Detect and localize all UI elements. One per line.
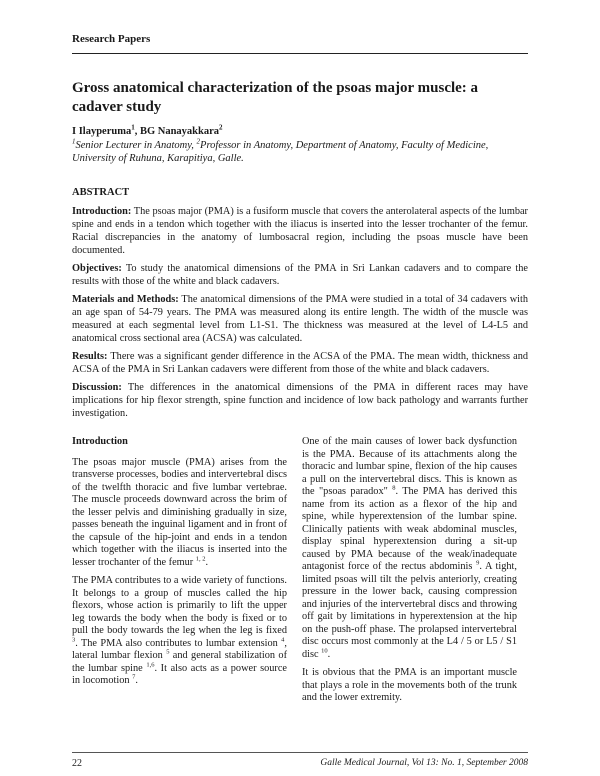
abstract-heading: ABSTRACT bbox=[72, 187, 130, 198]
left-column bbox=[72, 436, 287, 694]
abstract-body bbox=[72, 205, 528, 425]
author-separator: , bbox=[134, 126, 140, 137]
affil-mark: 2 bbox=[196, 137, 201, 146]
abstract-introduction: Introduction: The psoas major (PMA) is a fusiform muscle that covers the anterolateral aspects of the lumbar spine and ends in a tendon which together with the iliacus is inserted into the lesser trochanter of the femur. Racial discrepancies in the anatomy of lumbosacral region, including the psoas muscle have been documented. bbox=[72, 206, 528, 256]
abstract-discussion: Discussion: The differences in the anatomical dimensions of the PMA in different races may have implications for hip flexor strength, spine function and incidence of low back pathology and warrants further investigation. bbox=[72, 382, 528, 419]
abstract-results: Results: There was a significant gender difference in the ACSA of the PMA. The mean width, thickness and ACSA of the PMA in Sri Lankan cadavers were different from those of the white and black cadavers. bbox=[72, 351, 528, 375]
body-paragraph: The psoas major muscle (PMA) arises from the transverse processes, bodies and intervertebral discs of the twelfth thoracic and five lumbar vertebrae. The muscle proceeds downward across the brim of the lesser pelvis and diminishing gradually in size, passes beneath the inguinal ligament and in front of the capsule of the hip-joint and ends in a tendon which together with the iliacus is inserted into the lesser trochanter of the femur $^{1, 2}$. bbox=[72, 456, 287, 568]
journal-citation: Galle Medical Journal, Vol 13: No. 1, September 2008 bbox=[320, 758, 528, 768]
body-paragraph: It is obvious that the PMA is an important muscle that plays a role in the movements both of the trunk and the lower extremity. bbox=[302, 667, 517, 703]
right-column bbox=[302, 436, 517, 711]
footer-rule bbox=[72, 752, 528, 753]
affiliations bbox=[72, 139, 532, 165]
body-paragraph: One of the main causes of lower back dysfunction is the PMA. Because of its attachments along the thoracic and lumbar spine, flexion of the hip causes a pull on the intervertebral discs. This is known as the "psoas paradox" $^8$. The PMA has derived this name from its action as a flexor of the hip and spine, while hyperextension of the lumbar spine. Clinically patients with weak abdominal muscles, display spinal hyperextension during a sit-up caused by PMA because of the weak/inadequate antagonist force of the rectus abdominis $^9$. A tight, limited psoas will tilt the pelvis anteriorly, creating pressure in the lower back, causing compression and injuries of the intervertebral discs and throwing off gait by limitations in hyperextension at the hip on the push-off phase. The prolapsed intervertebral disc occurs most commonly at the L4 / 5 or L5 / S1 disc $^{10}$. bbox=[302, 436, 517, 660]
author-name: I Ilayperuma bbox=[72, 126, 132, 137]
section-label: Research Papers bbox=[72, 33, 151, 45]
abstract-objectives: Objectives: To study the anatomical dimensions of the PMA in Sri Lankan cadavers and to compare the results with those of the white and black cadavers. bbox=[72, 263, 528, 287]
author-name: BG Nanayakkara bbox=[139, 126, 220, 137]
paper-title: Gross anatomical characterization of the psoas major muscle: a cadaver study bbox=[72, 80, 479, 115]
author-affil-mark: 2 bbox=[219, 123, 223, 132]
introduction-heading: Introduction bbox=[72, 436, 128, 447]
author-list bbox=[72, 123, 223, 137]
body-paragraph: The PMA contributes to a wide variety of functions. It belongs to a group of muscles called the hip flexors, whose action is primarily to lift the upper leg towards the body when the body is fixed or to pull the body towards the leg when the leg is fixed $^3$. The PMA also contributes to lumbar extension $^4$, lateral lumbar flexion $^5$ and general stabilization of the lumbar spine $^{1,6}$. It also acts as a power source in locomotion $^7$. bbox=[72, 575, 288, 686]
affil-text: Professor in Anatomy, Department of Anatomy, Faculty of Medicine, University of Ruhuna, Karapitiya, Galle. bbox=[72, 140, 489, 164]
affil-text: Senior Lecturer in Anatomy, bbox=[75, 140, 197, 151]
affil-mark: 1 bbox=[72, 137, 76, 146]
page-number: 22 bbox=[72, 758, 82, 769]
author-affil-mark: 1 bbox=[131, 123, 135, 132]
header-rule bbox=[72, 53, 528, 54]
abstract-methods: Materials and Methods: The anatomical dimensions of the PMA were studied in a total of 34 cadavers with an age span of 54-79 years. The PMA was measured along its entire length. The width of the muscle was measured at each segmental level from L1-S1. The thickness was measured at the level of L4-L5 and anatomical cross sectional area (ACSA) was calculated. bbox=[72, 294, 528, 344]
